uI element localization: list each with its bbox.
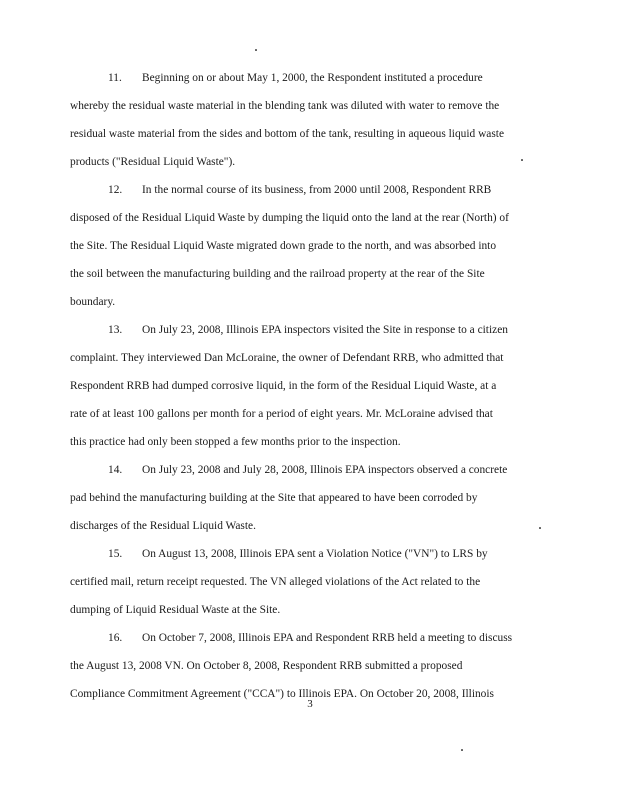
- paragraph-16: [70, 624, 550, 708]
- scan-speck: [255, 49, 257, 51]
- scan-speck: [461, 749, 463, 751]
- paragraph-number: 14.: [108, 464, 123, 476]
- paragraph-line: Compliance Commitment Agreement ("CCA") to Illinois EPA. On October 20, 2008, Illinois: [70, 688, 494, 700]
- paragraph-line: discharges of the Residual Liquid Waste.: [70, 520, 256, 532]
- paragraph-number: 13.: [108, 324, 123, 336]
- paragraph-line: On October 7, 2008, Illinois EPA and Respondent RRB held a meeting to discuss: [142, 632, 513, 644]
- paragraph-line: rate of at least 100 gallons per month for a period of eight years. Mr. McLoraine advised that: [70, 408, 493, 420]
- paragraph-14: [70, 456, 550, 540]
- scan-speck: [539, 527, 541, 529]
- paragraph-number: 11.: [108, 72, 122, 84]
- paragraph-11: [70, 64, 550, 176]
- paragraph-line: certified mail, return receipt requested. The VN alleged violations of the Act related to the: [70, 576, 481, 588]
- page-number: 3: [307, 698, 313, 710]
- paragraph-number: 16.: [108, 632, 123, 644]
- paragraph-line: boundary.: [70, 296, 116, 308]
- paragraph-number: 15.: [108, 548, 123, 560]
- paragraph-line: On August 13, 2008, Illinois EPA sent a Violation Notice ("VN") to LRS by: [142, 548, 488, 560]
- scan-speck: [521, 159, 523, 161]
- paragraph-line: pad behind the manufacturing building at the Site that appeared to have been corroded by: [70, 492, 478, 504]
- paragraph-line: Respondent RRB had dumped corrosive liquid, in the form of the Residual Liquid Waste, at a: [70, 380, 497, 392]
- paragraph-line: Beginning on or about May 1, 2000, the Respondent instituted a procedure: [142, 72, 483, 84]
- paragraph-number: 12.: [108, 184, 123, 196]
- paragraph-line: the August 13, 2008 VN. On October 8, 2008, Respondent RRB submitted a proposed: [70, 660, 463, 672]
- paragraph-line: whereby the residual waste material in the blending tank was diluted with water to remove the: [70, 100, 500, 112]
- paragraph-line: On July 23, 2008 and July 28, 2008, Illinois EPA inspectors observed a concrete: [142, 464, 508, 476]
- paragraph-line: complaint. They interviewed Dan McLoraine, the owner of Defendant RRB, who admitted that: [70, 352, 504, 364]
- paragraph-15: [70, 540, 550, 624]
- paragraph-line: residual waste material from the sides and bottom of the tank, resulting in aqueous liquid waste: [70, 128, 505, 140]
- paragraph-line: dumping of Liquid Residual Waste at the Site.: [70, 604, 281, 616]
- paragraph-line: In the normal course of its business, from 2000 until 2008, Respondent RRB: [142, 184, 492, 196]
- paragraph-12: [70, 176, 550, 316]
- paragraph-line: On July 23, 2008, Illinois EPA inspectors visited the Site in response to a citizen: [142, 324, 508, 336]
- paragraph-13: [70, 316, 550, 456]
- paragraph-line: this practice had only been stopped a few months prior to the inspection.: [70, 436, 401, 448]
- paragraph-line: the soil between the manufacturing building and the railroad property at the rear of the Site: [70, 268, 485, 280]
- paragraph-line: disposed of the Residual Liquid Waste by dumping the liquid onto the land at the rear (North) of: [70, 212, 509, 224]
- paragraph-line: products ("Residual Liquid Waste").: [70, 156, 236, 168]
- paragraph-line: the Site. The Residual Liquid Waste migrated down grade to the north, and was absorbed into: [70, 240, 497, 252]
